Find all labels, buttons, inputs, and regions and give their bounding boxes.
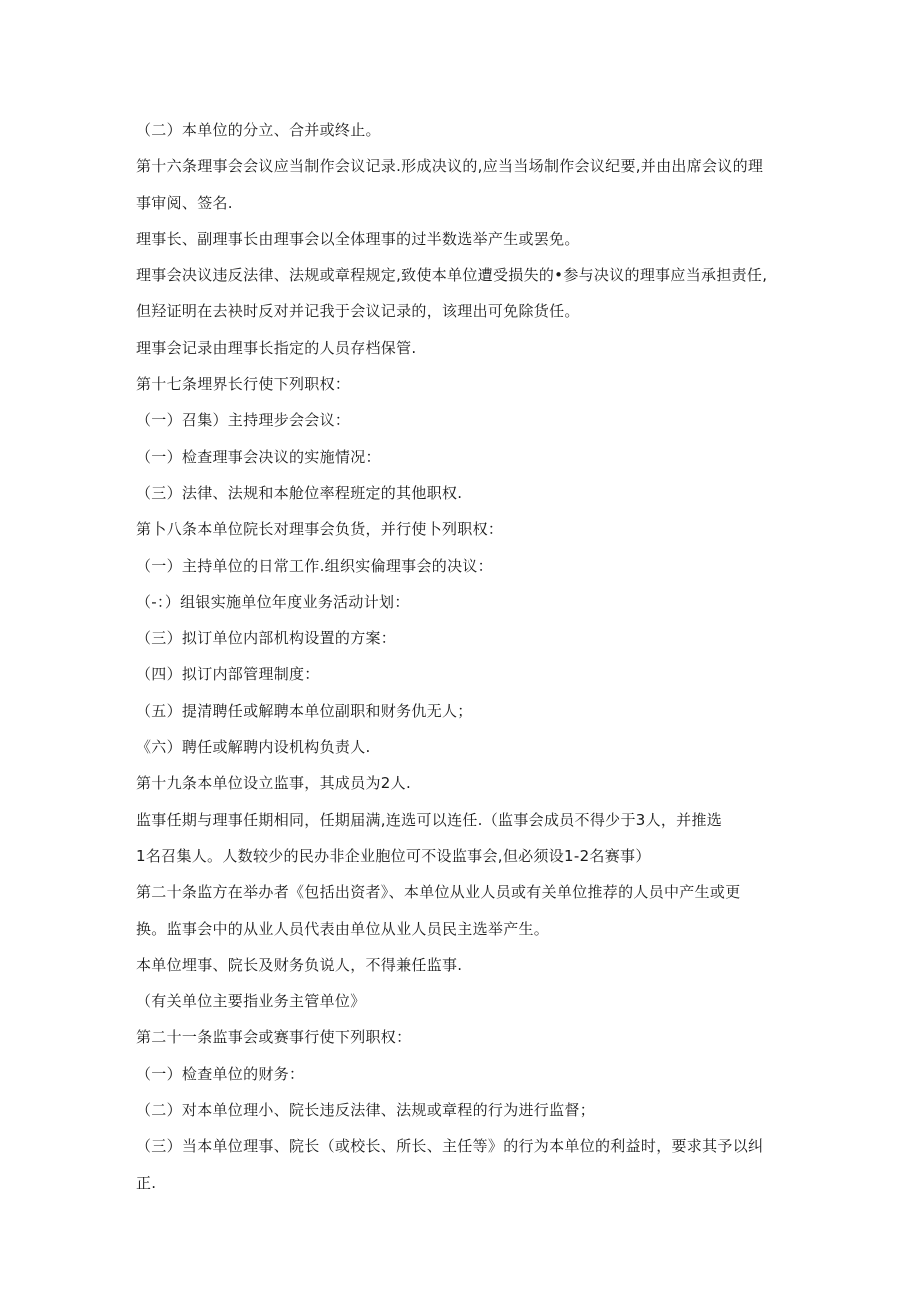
text-line: 事审阅、签名.	[136, 193, 233, 212]
text-line: 第二十条监方在举办者《包括出资者》、本单位从业人员或有关单位推荐的人员中产生或更	[136, 883, 741, 902]
text-line: 正.	[136, 1173, 157, 1192]
text-line: 理事会决议违反法律、法规或章程规定,致使本单位遭受损失的•参与决议的理事应当承担责任,	[136, 266, 768, 285]
text-line: 第二十一条监事会或赛事行使下列职权：	[136, 1028, 412, 1047]
text-line: （三）拟订单位内部机构设置的方案：	[136, 629, 397, 648]
text-line: （一）检查单位的财务：	[136, 1064, 305, 1083]
text-line: 1名召集人。人数较少的民办非企业胞位可不设监事会,但必须设1-2名赛事）	[136, 846, 651, 865]
text-line: （-：）组银实施单位年度业务活动计划：	[136, 592, 410, 611]
text-line: 第卜八条本单位院长对理事会负货，并行使卜列职权：	[136, 520, 504, 539]
text-line: 第十九条本单位设立监事，其成员为2人.	[136, 774, 412, 793]
text-line: 第十六条理事会会议应当制作会议记录.形成决议的,应当当场制作会议纪要,并由出席会议的理	[136, 157, 764, 176]
text-line: （一）主持单位的日常工作.组织实倫理事会的决议：	[136, 556, 493, 575]
text-line: （四）拟订内部管理制度：	[136, 665, 320, 684]
text-line: 理事长、副理事长由理事会以全体理事的过半数选举产生或罢免。	[136, 229, 580, 248]
text-line: （三）当本单位理事、院长（或校长、所长、主任等》的行为本单位的利益时，要求其予以纠	[136, 1137, 764, 1156]
text-line: 第十七条埋界长行使下列职权：	[136, 375, 351, 394]
text-line: （二）本单位的分立、合并或终止。	[136, 121, 381, 139]
text-line: 本单位埋事、院长及财务负说人，不得兼任监事.	[136, 955, 463, 974]
text-line: （三）法律、法规和本舱位率程班定的其他职权.	[136, 483, 463, 502]
text-line: 《六）聘任或解聘内设机构负责人.	[136, 738, 371, 757]
text-line: 监事任期与理事任期相同，任期届满,连选可以连任.（监事会成员不得少于3人，并推选	[136, 810, 723, 829]
text-line: 理事会记录由理事长指定的人员存档保管.	[136, 338, 417, 357]
text-line: 换。监事会中的从业人员代表由单位从业人员民主选举产生。	[136, 919, 550, 938]
document-body	[136, 112, 796, 1201]
text-line: 但羟证明在去袂时反对并记我于会议记录的，该理出可免除货任。	[136, 302, 580, 321]
text-line: （有关单位主要指业务主管单位》	[136, 992, 366, 1011]
text-line: （二）对本单位理小、院长违反法律、法规或章程的行为进行监督；	[136, 1101, 596, 1120]
text-line: （五）提清聘任或解聘本单位副职和财务仇无人；	[136, 701, 473, 720]
text-line: （一）召集）主持理步会会议：	[136, 411, 351, 430]
text-line: （一）检查理事会决议的实施情况：	[136, 447, 381, 466]
